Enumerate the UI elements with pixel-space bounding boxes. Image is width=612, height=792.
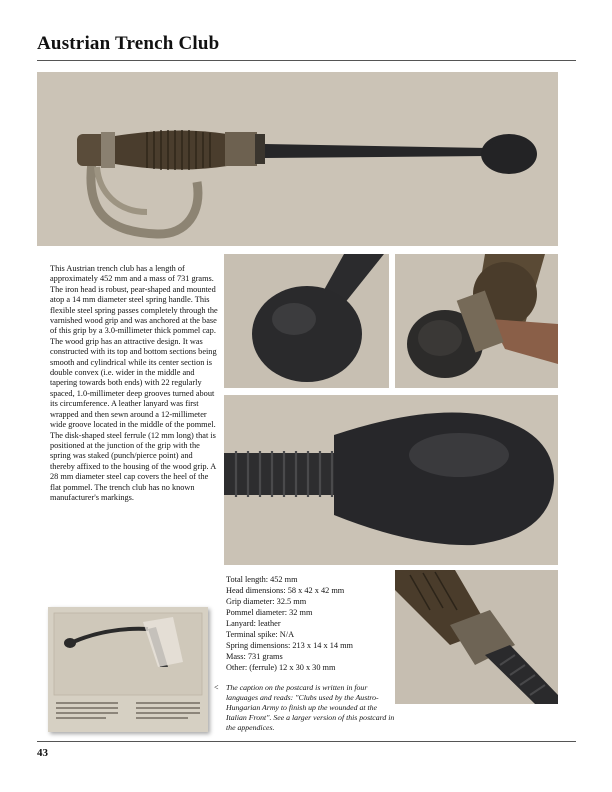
- caption-arrow-icon: <: [214, 683, 219, 692]
- photo-full-club: [37, 72, 558, 246]
- spec-total-length: Total length: 452 mm: [226, 575, 298, 584]
- photo-ferrule-junction: [395, 570, 558, 704]
- postcard-image: [48, 607, 208, 732]
- spec-grip-diameter: Grip diameter: 32.5 mm: [226, 597, 307, 606]
- spec-head-dimensions: Head dimensions: 58 x 42 x 42 mm: [226, 586, 345, 595]
- page-number: 43: [37, 747, 48, 759]
- header-rule: [37, 60, 576, 61]
- page-title: Austrian Trench Club: [37, 33, 220, 54]
- photo-pommel-closeup: [395, 254, 558, 388]
- spec-pommel-diameter: Pommel diameter: 32 mm: [226, 608, 313, 617]
- photo-head-closeup: [224, 254, 389, 388]
- body-paragraph: This Austrian trench club has a length of approximately 452 mm and a mass of 731 grams. The iron head is robust, pear-shaped and mounted atop a 14 mm diameter steel spring handle. This flexible steel spring passes completely through the varnished wood grip and was anchored at the base of this grip by a 3.0-millimeter thick pommel cap. The wood grip has an attractive design. It was constructed with its top and bottom sections being smooth and cylindrical while its center section is double convex (i.e. wider in the middle and tapering towards both ends) with 22 regularly spaced, 1.0-millimeter deep grooves turned about its circumference. A leather lanyard was first wrapped and then sewn around a 12-millimeter wide groove located in the middle of the pommel. The disk-shaped steel ferrule (12 mm long) that is positioned at the junction of the grip with the spring was staked (punch/pierce point) and thereby affixed to the housing of the wood grip. A 28 mm diameter steel cap covers the heel of the flat pommel. The trench club has no known manufacturer's markings.: [50, 264, 218, 502]
- spec-lanyard: Lanyard: leather: [226, 619, 281, 628]
- spec-spring-dimensions: Spring dimensions: 213 x 14 x 14 mm: [226, 641, 353, 650]
- photo-head-spring: [224, 395, 558, 565]
- footer-rule: [37, 741, 576, 742]
- spec-mass: Mass: 731 grams: [226, 652, 283, 661]
- caption-text: The caption on the postcard is written in four languages and reads: "Clubs used by the Austro-Hungarian Army to finish up the wounded at the Italian Front". See a larger version of this postcard in the appendices.: [226, 683, 395, 732]
- specs-list: [226, 574, 391, 673]
- spec-terminal-spike: Terminal spike: N/A: [226, 630, 295, 639]
- spec-other-ferrule: Other: (ferrule) 12 x 30 x 30 mm: [226, 663, 336, 672]
- postcard-caption: [216, 683, 396, 733]
